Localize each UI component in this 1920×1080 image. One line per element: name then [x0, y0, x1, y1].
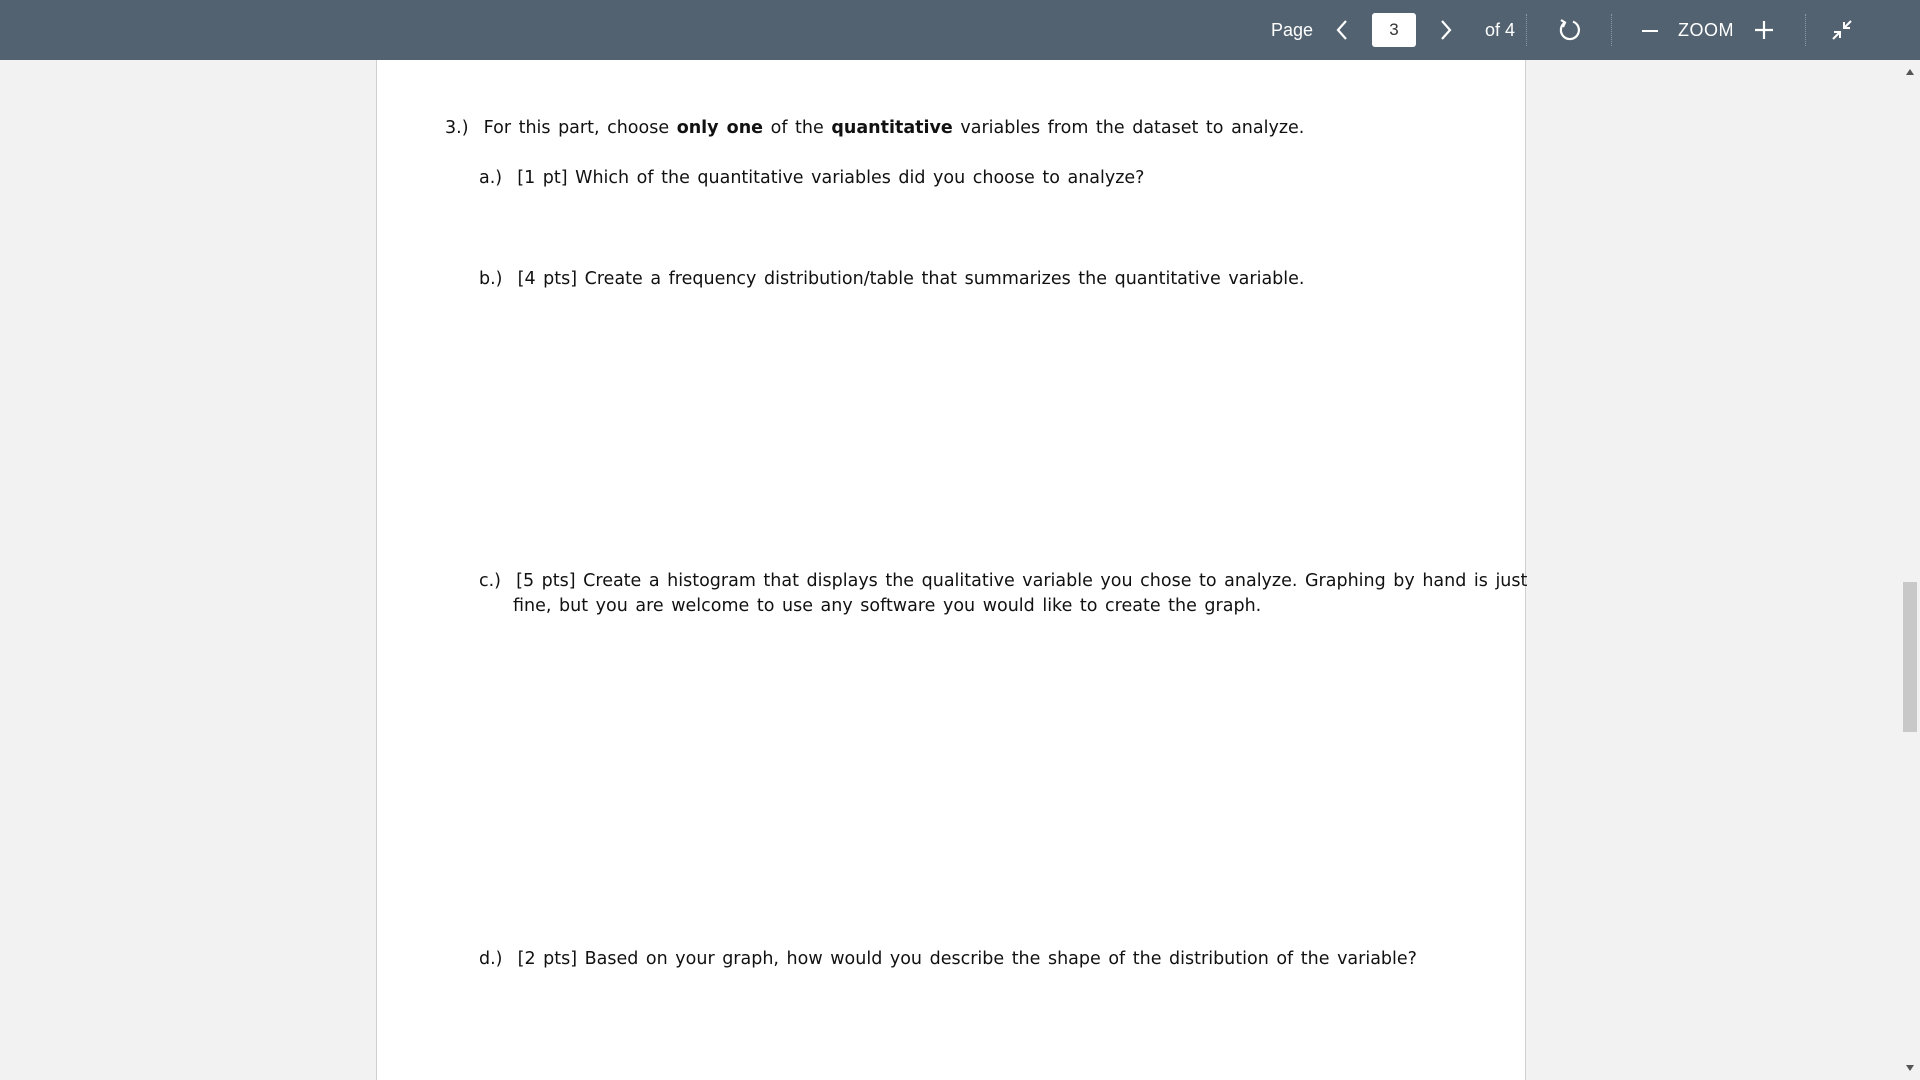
scroll-thumb[interactable] — [1903, 582, 1917, 732]
question-text: For this part, choose — [483, 118, 670, 138]
part-text: [5 pts] Create a histogram that displays the qualitative variable you chose to analyze. Graphing by hand is just — [516, 571, 1528, 591]
part-label: b.) — [479, 269, 503, 289]
rotate-button[interactable] — [1550, 0, 1590, 60]
question-emphasis: quantitative — [831, 118, 953, 138]
chevron-right-icon — [1439, 19, 1453, 41]
zoom-in-button[interactable] — [1744, 0, 1784, 60]
question-part-d — [479, 947, 1417, 972]
document-page — [376, 60, 1526, 1080]
page-number-input[interactable] — [1372, 13, 1416, 47]
vertical-scrollbar[interactable] — [1900, 60, 1920, 1080]
next-page-button[interactable] — [1426, 0, 1466, 60]
total-pages-label: of 4 — [1484, 19, 1516, 40]
question-part-b — [479, 267, 1304, 292]
toolbar-divider — [1526, 14, 1527, 46]
exit-fullscreen-button[interactable] — [1822, 0, 1862, 60]
part-text: fine, but you are welcome to use any software you would like to create the graph. — [513, 596, 1262, 616]
question-text: variables from the dataset to analyze. — [960, 118, 1305, 138]
scroll-down-button[interactable] — [1900, 1058, 1920, 1078]
part-label: a.) — [479, 168, 503, 188]
rotate-icon — [1557, 17, 1583, 43]
triangle-up-icon — [1905, 68, 1915, 76]
plus-icon — [1754, 20, 1774, 40]
question-number: 3.) — [445, 118, 469, 138]
document-viewer — [0, 60, 1920, 1080]
zoom-label: ZOOM — [1678, 19, 1734, 40]
part-text: [4 pts] Create a frequency distribution/table that summarizes the quantitative variable. — [517, 269, 1305, 289]
minus-icon — [1641, 21, 1659, 39]
pdf-toolbar — [0, 0, 1920, 60]
question-part-c-continued — [513, 594, 1261, 619]
part-text: [2 pts] Based on your graph, how would you describe the shape of the distribution of the variable? — [517, 949, 1417, 969]
part-text: [1 pt] Which of the quantitative variables did you choose to analyze? — [517, 168, 1145, 188]
question-part-a — [479, 166, 1144, 191]
chevron-left-icon — [1335, 19, 1349, 41]
zoom-out-button[interactable] — [1630, 0, 1670, 60]
toolbar-divider — [1611, 14, 1612, 46]
question-part-c — [479, 569, 1527, 594]
question-emphasis: only one — [676, 118, 764, 138]
question-text: of the — [770, 118, 824, 138]
part-label: d.) — [479, 949, 503, 969]
question-3 — [445, 116, 1304, 141]
exit-fullscreen-icon — [1830, 18, 1854, 42]
scroll-up-button[interactable] — [1900, 62, 1920, 82]
triangle-down-icon — [1905, 1064, 1915, 1072]
part-label: c.) — [479, 571, 502, 591]
toolbar-divider — [1805, 14, 1806, 46]
page-label: Page — [1270, 19, 1314, 40]
previous-page-button[interactable] — [1322, 0, 1362, 60]
